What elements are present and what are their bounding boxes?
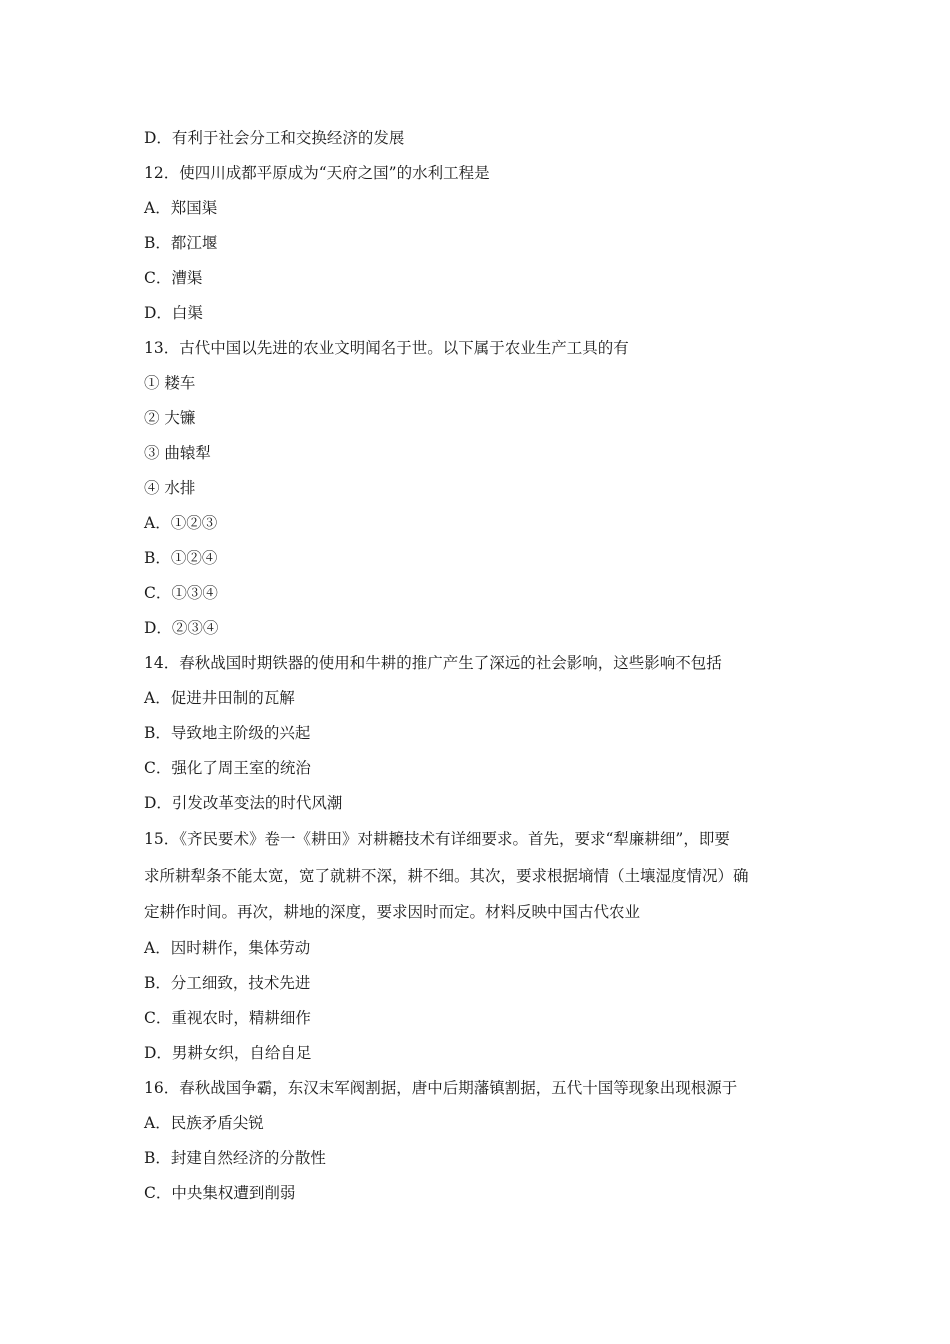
q12-option-d: D．白渠 <box>144 304 203 322</box>
q12-option-c: C．漕渠 <box>144 269 203 287</box>
q15-stem-line-1: 15．《齐民要术》卷一《耕田》对耕耱技术有详细要求。首先，要求“犁廉耕细”，即要 <box>144 830 730 848</box>
q15-option-d: D．男耕女织，自给自足 <box>144 1043 312 1062</box>
q13-option-b: B．①②④ <box>144 549 218 567</box>
q15-option-b: B．分工细致，技术先进 <box>144 973 311 992</box>
q12-option-b: B．都江堰 <box>144 234 218 252</box>
q15-option-a: A．因时耕作，集体劳动 <box>144 938 311 957</box>
q14-option-d: D．引发改革变法的时代风潮 <box>144 794 343 812</box>
q13-option-a: A．①②③ <box>144 514 218 532</box>
q16-option-c: C．中央集权遭到削弱 <box>144 1183 296 1202</box>
q13-item-4: ④ 水排 <box>144 479 196 497</box>
q14-option-c: C．强化了周王室的统治 <box>144 759 311 777</box>
q12-option-a: A．郑国渠 <box>144 199 218 217</box>
q14-option-a: A．促进井田制的瓦解 <box>144 689 295 707</box>
q16-option-a: A．民族矛盾尖锐 <box>144 1113 264 1132</box>
q11-option-d: D．有利于社会分工和交换经济的发展 <box>144 129 405 147</box>
q15-stem-line-3: 定耕作时间。再次，耕地的深度，要求因时而定。材料反映中国古代农业 <box>144 903 641 921</box>
q13-option-c: C．①③④ <box>144 584 218 602</box>
q14-stem: 14．春秋战国时期铁器的使用和牛耕的推广产生了深远的社会影响，这些影响不包括 <box>144 654 722 672</box>
q16-stem: 16．春秋战国争霸，东汉末军阀割据，唐中后期藩镇割据，五代十国等现象出现根源于 <box>144 1078 738 1097</box>
q14-option-b: B．导致地主阶级的兴起 <box>144 724 311 742</box>
q13-item-1: ① 耧车 <box>144 374 196 392</box>
q13-item-3: ③ 曲辕犁 <box>144 444 211 462</box>
q13-option-d: D．②③④ <box>144 619 219 637</box>
q12-stem: 12．使四川成都平原成为“天府之国”的水利工程是 <box>144 164 490 182</box>
q13-stem: 13．古代中国以先进的农业文明闻名于世。以下属于农业生产工具的有 <box>144 339 629 357</box>
q16-option-b: B．封建自然经济的分散性 <box>144 1148 326 1167</box>
q15-option-c: C．重视农时，精耕细作 <box>144 1008 311 1027</box>
q13-item-2: ② 大镰 <box>144 409 196 427</box>
q15-stem-line-2: 求所耕犁条不能太宽，宽了就耕不深，耕不细。其次，要求根据墒情（土壤湿度情况）确 <box>144 866 749 885</box>
page-content <box>144 121 804 1211</box>
